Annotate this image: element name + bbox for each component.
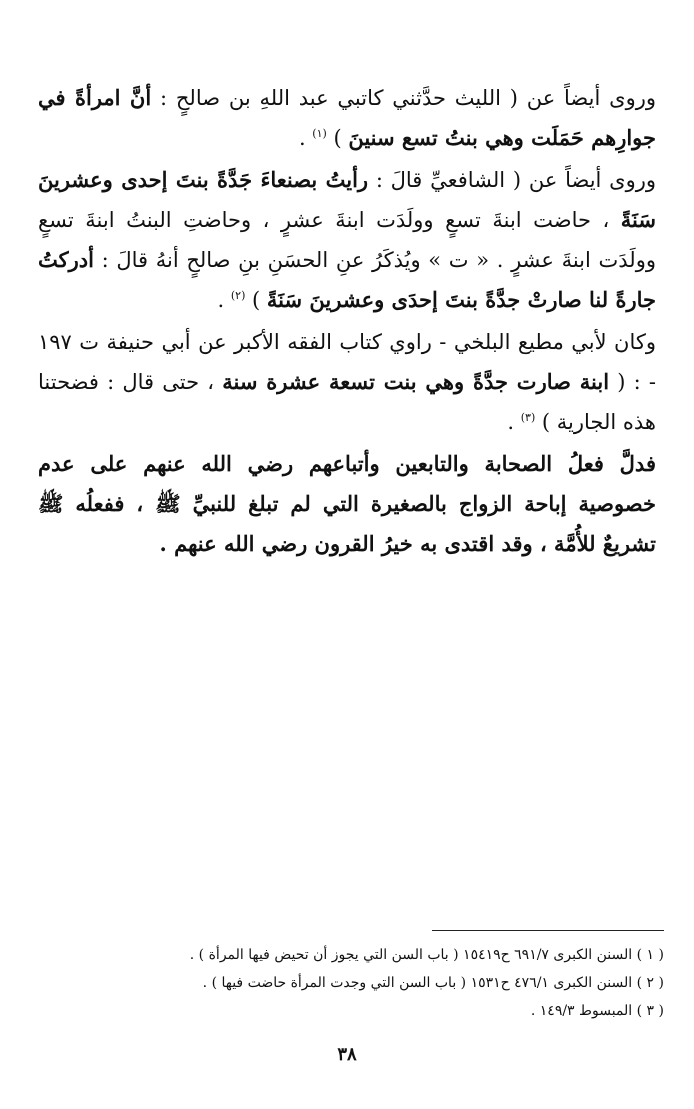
footnote-divider <box>432 930 664 931</box>
footnote-marker-2: (٢) <box>230 289 246 302</box>
footnote-3: ( ٣ ) المبسوط ١٤٩/٣ . <box>530 1003 664 1019</box>
paragraph-4: فدلَّ فعلُ الصحابة والتابعين وأتباعهم رضي الله عنهم على عدم خصوصية إباحة الزواج بالصغيرة التي لم تبلغ للنبيِّ ﷺ ، ففعلُه ﷺ تشريعٌ للأُمَّة ، وقد اقتدى به خيرُ القرون رضي الله عنهم . <box>38 451 656 556</box>
paragraph-3 <box>38 322 656 442</box>
paragraph-1-end: . <box>298 126 313 150</box>
footnote-marker-1: (١) <box>312 127 327 140</box>
paragraph-1-close: ) <box>326 126 349 150</box>
paragraph-3-middle: ، حتى قال : فضحتنا هذه الجارية ) <box>38 370 656 434</box>
footnote-2: ( ٢ ) السنن الكبرى ٤٧٦/١ ح١٥٣١ ( باب السن التي وجدت المرأة حاضت فيها ) . <box>202 975 664 991</box>
paragraph-2-end: . <box>217 288 231 312</box>
paragraph-1 <box>38 78 656 158</box>
paragraph-3-intro: وكان لأبي مطيع البلخي - راوي كتاب الفقه الأكبر عن أبي حنيفة ت ١٩٧ - : ( <box>38 330 657 394</box>
paragraph-3-end: . <box>507 410 521 434</box>
paragraph-2-intro: وروى أيضاً عن ( الشافعيِّ قالَ : <box>368 168 656 192</box>
paragraph-2-quote: رأيتُ بصنعاءَ جَدَّةً بنتَ إحدى وعشرينَ سَنَةً <box>38 167 656 232</box>
paragraph-1-intro: وروى أيضاً عن ( الليث حدَّثني كاتبي عبد اللهِ بن صالحٍ : <box>151 86 656 110</box>
main-text <box>38 78 656 566</box>
paragraph-2-quote-2: أدركتُ جارةً لنا صارتْ جدَّةً بنتَ إحدَى وعشرينَ سَنَةً <box>38 247 656 312</box>
paragraph-2-middle: ، حاضت ابنةَ تسعٍ وولَدَت ابنةَ عشرٍ ، وحاضتِ البنتُ ابنةَ تسعٍ وولَدَت ابنةَ عشرٍ . « ت » ويُذكَرُ عنِ الحسَنِ بنِ صالحٍ أنهُ قالَ : <box>38 208 656 272</box>
paragraph-3-quote: ابنة صارت جدَّةً وهي بنت تسعة عشرة سنة <box>222 369 610 394</box>
paragraph-2-close: ) <box>245 288 267 312</box>
footnote-1: ( ١ ) السنن الكبرى ٦٩١/٧ ح١٥٤١٩ ( باب السن التي يجوز أن تحيض فيها المرأة ) . <box>189 947 664 963</box>
paragraph-1-quote: أنَّ امرأةً في جوارِهم حَمَلَت وهي بنتُ تسع سنينَ <box>38 85 656 150</box>
page-number: ٣٨ <box>337 1044 357 1065</box>
footnote-marker-3: (٣) <box>520 411 536 424</box>
paragraph-2 <box>38 160 656 320</box>
footnotes <box>40 940 664 1027</box>
